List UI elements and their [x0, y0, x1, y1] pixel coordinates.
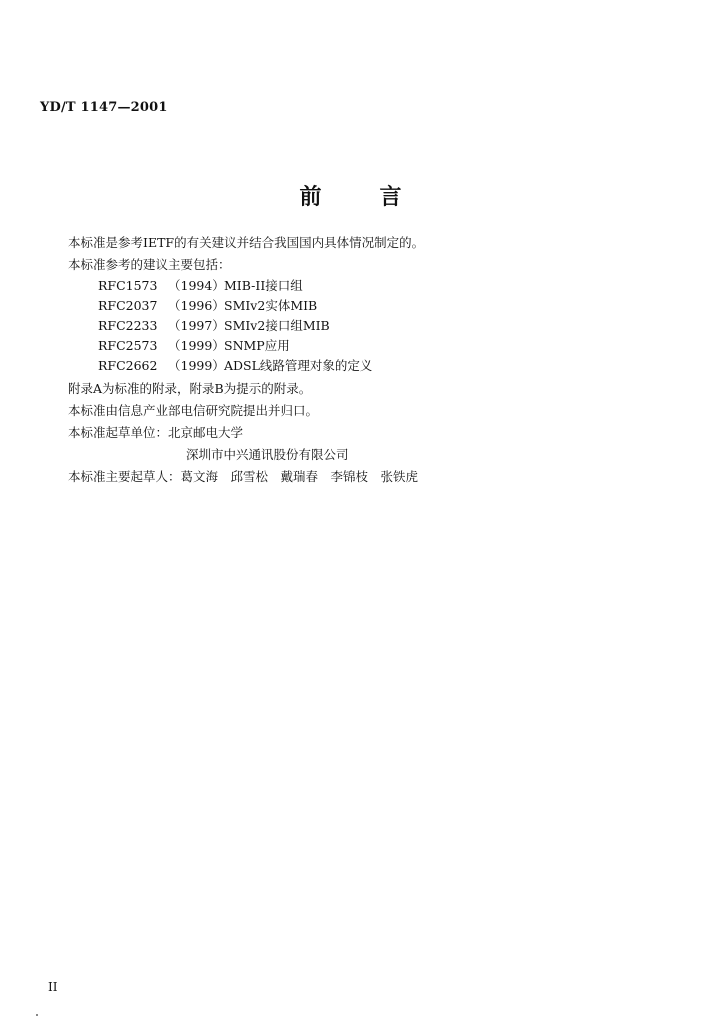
- reference-year: （1994）: [168, 278, 225, 293]
- page-title: [0, 180, 701, 211]
- drafting-unit-1: 北京邮电大学: [168, 425, 244, 440]
- appendix-note: 附录A为标准的附录，附录B为提示的附录。: [68, 381, 312, 396]
- page-number: II: [48, 980, 58, 994]
- standard-code: YD/T 1147—2001: [40, 100, 168, 115]
- scan-speck: [36, 1014, 38, 1016]
- foreword-body: [68, 232, 668, 488]
- proposer-statement: 本标准由信息产业部电信研究院提出并归口。: [68, 403, 319, 418]
- reference-item: [68, 356, 668, 376]
- drafters-names: 葛文海 邱雪松 戴瑞春 李锦枝 张铁虎: [180, 469, 419, 484]
- reference-item: [68, 276, 668, 296]
- drafting-units-label: 本标准起草单位：: [68, 425, 169, 440]
- reference-title: ADSL线路管理对象的定义: [224, 358, 373, 373]
- reference-list: [68, 276, 668, 376]
- reference-title: SMIv2实体MIB: [224, 298, 318, 313]
- reference-rfc: RFC2037: [98, 298, 158, 313]
- reference-rfc: RFC2233: [98, 318, 158, 333]
- reference-title: MIB-II接口组: [224, 278, 303, 293]
- drafting-units: [68, 422, 668, 444]
- drafting-unit-2: 深圳市中兴通讯股份有限公司: [186, 447, 349, 462]
- reference-title: SMIv2接口组MIB: [224, 318, 330, 333]
- reference-title: SNMP应用: [224, 338, 290, 353]
- reference-year: （1996）: [168, 298, 225, 313]
- reference-item: [68, 336, 668, 356]
- reference-year: （1997）: [168, 318, 225, 333]
- reference-rfc: RFC2662: [98, 358, 158, 373]
- reference-rfc: RFC1573: [98, 278, 158, 293]
- reference-year: （1999）: [168, 358, 225, 373]
- reference-item: [68, 296, 668, 316]
- references-intro: 本标准参考的建议主要包括：: [68, 257, 231, 272]
- drafters-label: 本标准主要起草人：: [68, 469, 181, 484]
- title-part-2: 言: [379, 184, 402, 210]
- reference-item: [68, 316, 668, 336]
- reference-rfc: RFC2573: [98, 338, 158, 353]
- title-part-1: 前: [299, 184, 322, 210]
- intro-paragraph: 本标准是参考IETF的有关建议并结合我国国内具体情况制定的。: [68, 235, 425, 250]
- reference-year: （1999）: [168, 338, 225, 353]
- drafters: [68, 466, 668, 488]
